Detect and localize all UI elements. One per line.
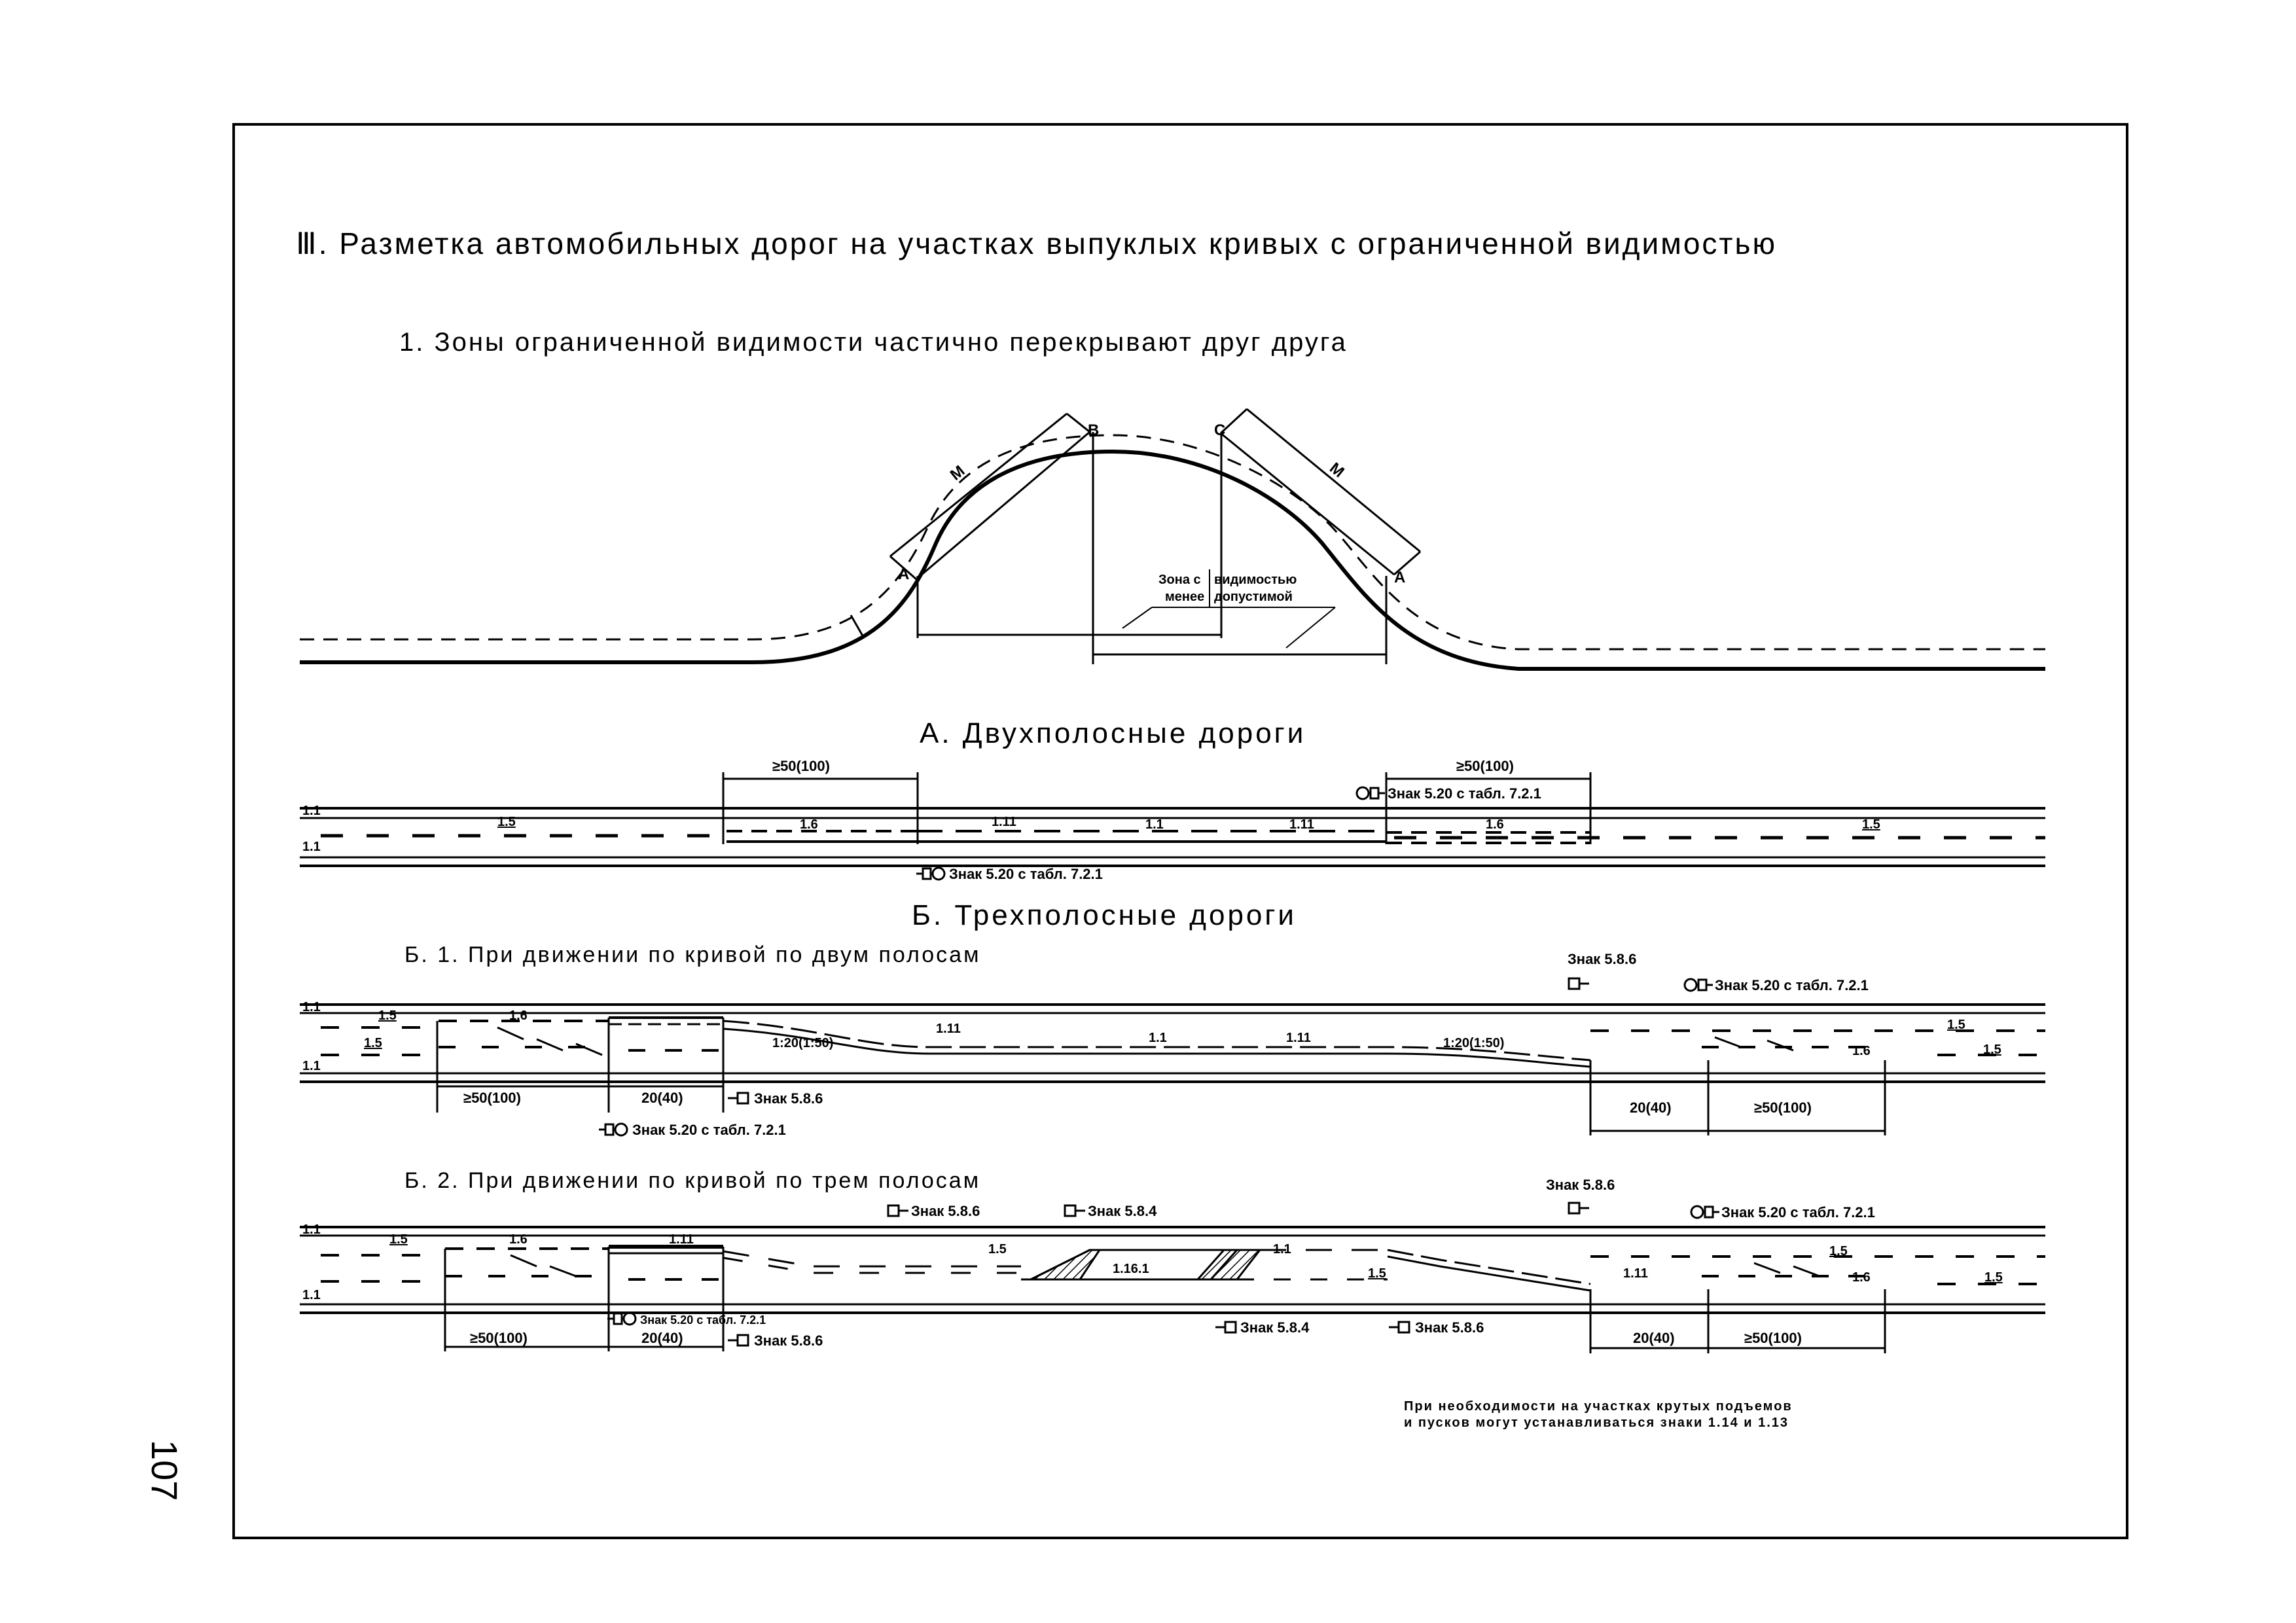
dim-b1-right-long: ≥50(100) xyxy=(1754,1099,1812,1116)
note-line-2: и пусков могут устанавливаться знаки 1.14 и 1.13 xyxy=(1404,1416,1789,1430)
lbl-b1-11: 1.1 xyxy=(1149,1031,1167,1045)
dim-a-left: ≥50(100) xyxy=(772,758,830,774)
sign-b1-520-top: Знак 5.20 с табл. 7.2.1 xyxy=(1715,977,1869,993)
point-a-right: A xyxy=(1394,569,1406,586)
sign-b2-586-bottom-right: Знак 5.8.6 xyxy=(1415,1319,1484,1336)
sign-icon xyxy=(1569,1203,1589,1213)
lbl-a-111-left: 1.11 xyxy=(992,815,1016,829)
point-a-left: A xyxy=(898,565,910,583)
lbl-b1-111-right: 1.11 xyxy=(1286,1031,1311,1045)
lbl-a-edge-top: 1.1 xyxy=(302,804,321,818)
sign-b1-586-top: Знак 5.8.6 xyxy=(1568,951,1637,967)
sign-b2-584-bottom: Знак 5.8.4 xyxy=(1240,1319,1310,1336)
page-subtitle: 1. Зоны ограниченной видимости частично перекрывают друг друга xyxy=(399,328,1348,357)
sign-icon xyxy=(607,1313,636,1325)
sign-b2-584-top: Знак 5.8.4 xyxy=(1088,1203,1157,1219)
lbl-b2-111-left: 1.11 xyxy=(669,1232,694,1247)
section-b1-heading: Б. 1. При движении по кривой по двум полосам xyxy=(404,942,981,967)
sign-icon xyxy=(1389,1322,1409,1332)
lbl-b2-16-left: 1.6 xyxy=(509,1232,528,1247)
point-c: C xyxy=(1214,421,1226,439)
sign-icon xyxy=(1065,1205,1085,1216)
lbl-b1-15-a: 1.5 xyxy=(378,1008,397,1023)
lbl-b1-15-b: 1.5 xyxy=(364,1036,382,1050)
sign-icon xyxy=(599,1124,627,1135)
zone-label-2-left: менее xyxy=(1165,590,1205,604)
section-b2-heading: Б. 2. При движении по кривой по трем полосам xyxy=(404,1168,981,1193)
section-b1-road xyxy=(300,1005,2045,1135)
lbl-a-15-left: 1.5 xyxy=(497,815,516,829)
lbl-b2-15-c: 1.5 xyxy=(1829,1244,1848,1258)
dim-b2-right-long: ≥50(100) xyxy=(1744,1330,1802,1346)
lbl-b1-16-left: 1.6 xyxy=(509,1008,528,1023)
lbl-b1-111-left: 1.11 xyxy=(936,1022,961,1036)
dim-b2-left-long: ≥50(100) xyxy=(470,1330,528,1346)
sign-b2-586-top-a: Знак 5.8.6 xyxy=(911,1203,980,1219)
lbl-b2-16-right: 1.6 xyxy=(1852,1270,1871,1285)
sign-a-top: Знак 5.20 с табл. 7.2.1 xyxy=(1388,785,1541,802)
sign-icon xyxy=(1569,978,1589,989)
sign-b2-586-top-right: Знак 5.8.6 xyxy=(1546,1177,1615,1193)
sign-icon xyxy=(1215,1322,1236,1332)
lbl-b1-edge-bottom: 1.1 xyxy=(302,1059,321,1073)
zone-label-2-right: допустимой xyxy=(1214,590,1293,604)
section-a-heading: А. Двухполосные дороги xyxy=(920,717,1306,749)
dim-a-right: ≥50(100) xyxy=(1456,758,1514,774)
sign-b1-586-bottom: Знак 5.8.6 xyxy=(754,1090,823,1107)
lbl-b2-15-d: 1.5 xyxy=(1984,1270,2003,1285)
dim-b2-right-short: 20(40) xyxy=(1633,1330,1675,1346)
page-title: Ⅲ. Разметка автомобильных дорог на участках выпуклых кривых с ограниченной видимостью xyxy=(296,226,1777,260)
dim-b1-right-short: 20(40) xyxy=(1630,1099,1672,1116)
zone-label-1-left: Зона с xyxy=(1158,573,1201,587)
note-line-1: При необходимости на участках крутых подъемов xyxy=(1404,1399,1793,1414)
slope-b1-left: 1:20(1:50) xyxy=(772,1036,834,1050)
sign-icon xyxy=(1691,1206,1719,1218)
lbl-b1-15-c: 1.5 xyxy=(1947,1018,1965,1032)
point-b: B xyxy=(1088,421,1100,439)
sign-b1-520-bottom: Знак 5.20 с табл. 7.2.1 xyxy=(632,1122,786,1138)
lbl-b2-1161: 1.16.1 xyxy=(1113,1262,1149,1276)
dim-b1-left-short: 20(40) xyxy=(641,1090,683,1106)
sign-a-bottom: Знак 5.20 с табл. 7.2.1 xyxy=(949,866,1103,882)
sign-icon xyxy=(728,1093,748,1103)
lbl-a-15-right: 1.5 xyxy=(1862,817,1880,832)
lbl-a-16-left: 1.6 xyxy=(800,817,818,832)
sign-icon xyxy=(916,868,944,880)
lbl-b1-16-right: 1.6 xyxy=(1852,1044,1871,1058)
lbl-b2-11: 1.1 xyxy=(1273,1242,1291,1257)
lbl-a-111-right: 1.11 xyxy=(1289,817,1314,832)
sign-icon xyxy=(1357,787,1385,799)
lbl-b2-15-mid: 1.5 xyxy=(988,1242,1007,1257)
sight-line-profile xyxy=(300,435,2045,649)
zone-label-1-right: видимостью xyxy=(1214,573,1297,587)
sign-b2-520-top: Знак 5.20 с табл. 7.2.1 xyxy=(1721,1204,1875,1221)
dim-b2-left-short: 20(40) xyxy=(641,1330,683,1346)
lbl-b2-15-mid2: 1.5 xyxy=(1368,1266,1386,1281)
lbl-b1-15-d: 1.5 xyxy=(1983,1043,2001,1057)
lbl-a-11: 1.1 xyxy=(1145,817,1164,832)
lbl-b2-edge-bottom: 1.1 xyxy=(302,1288,321,1302)
lbl-b2-15-a: 1.5 xyxy=(389,1232,408,1247)
sign-b2-586-bottom-left: Знак 5.8.6 xyxy=(754,1332,823,1349)
lbl-a-edge-bottom: 1.1 xyxy=(302,840,321,854)
vertical-curve-profile xyxy=(300,409,2045,669)
road-profile-line xyxy=(300,452,2045,669)
lbl-b2-edge-top: 1.1 xyxy=(302,1222,321,1237)
section-a-road xyxy=(300,772,2045,866)
label-m-right: M xyxy=(1326,459,1348,482)
slope-b1-right: 1:20(1:50) xyxy=(1443,1036,1505,1050)
page-number: 107 xyxy=(144,1440,185,1501)
lbl-b2-111-right: 1.11 xyxy=(1623,1266,1648,1281)
sign-b2-520-bottom: Знак 5.20 с табл. 7.2.1 xyxy=(640,1313,766,1327)
sign-icon xyxy=(888,1205,908,1216)
section-b-heading: Б. Трехполосные дороги xyxy=(912,899,1297,931)
dim-b1-left-long: ≥50(100) xyxy=(463,1090,521,1106)
sign-icon xyxy=(728,1335,748,1346)
lbl-b1-edge-top: 1.1 xyxy=(302,1000,321,1014)
label-m-left: M xyxy=(946,462,969,484)
lbl-a-16-right: 1.6 xyxy=(1486,817,1504,832)
sign-icon xyxy=(1685,979,1713,991)
